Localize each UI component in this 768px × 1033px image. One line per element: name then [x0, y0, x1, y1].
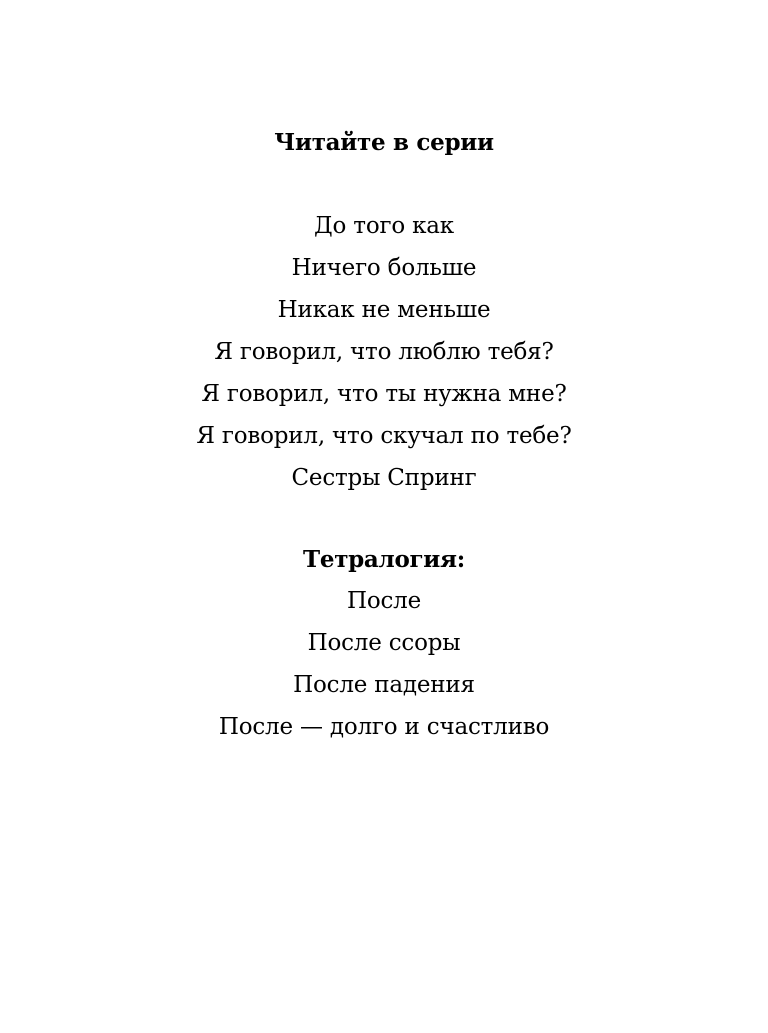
tetralogy-title: После падения — [293, 672, 475, 698]
tetralogy-title: После ссоры — [307, 630, 461, 656]
series-list — [0, 205, 768, 499]
tetralogy-list — [0, 580, 768, 748]
series-title: Я говорил, что люблю тебя? — [214, 339, 554, 365]
tetralogy-heading: Тетралогия: — [303, 546, 465, 573]
tetralogy-title: После — долго и счастливо — [218, 714, 550, 740]
series-title: Сестры Спринг — [291, 465, 477, 491]
tetralogy-title: После — [346, 588, 421, 614]
series-title: До того как — [314, 213, 454, 239]
series-heading: Читайте в серии — [274, 129, 494, 156]
series-title: Я говорил, что ты нужна мне? — [201, 381, 567, 407]
series-title: Я говорил, что скучал по тебе? — [196, 423, 572, 449]
series-title: Никак не меньше — [277, 297, 491, 323]
series-title: Ничего больше — [291, 255, 477, 281]
